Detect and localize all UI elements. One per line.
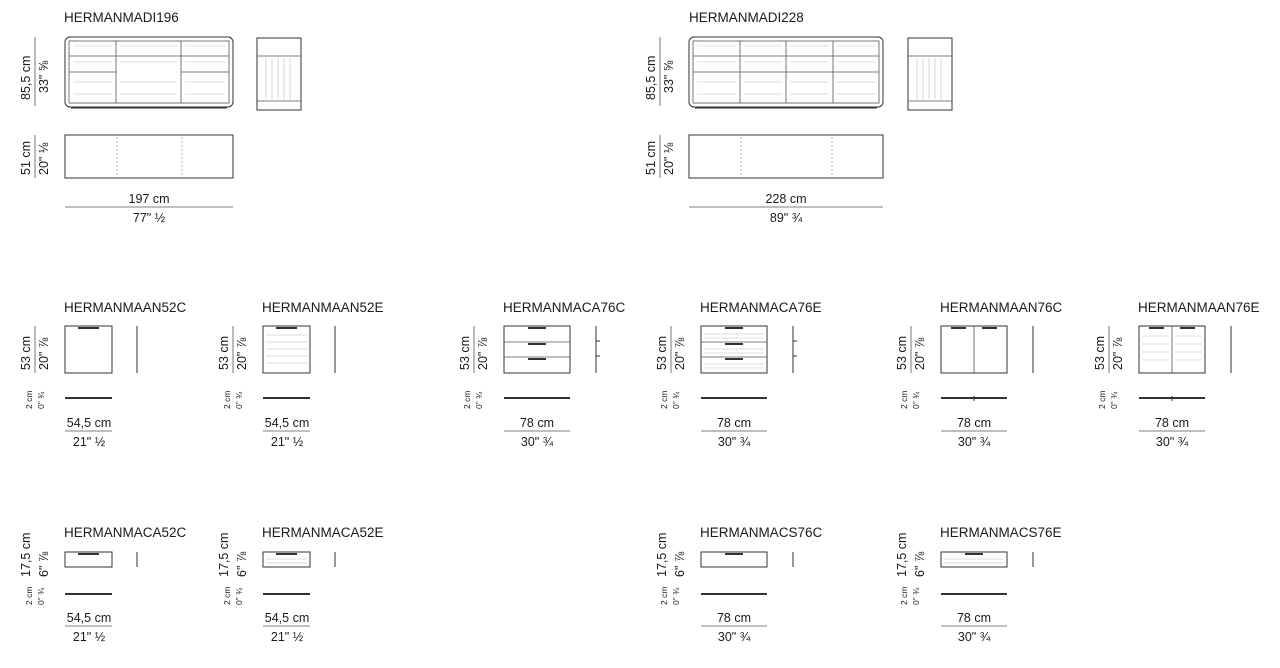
depth-in-label: 20" ⅛ [37,142,51,175]
height-cm-label: 17,5 cm [655,532,669,577]
module-an52c-group [19,300,187,449]
width-cm-label: 54,5 cm [264,611,310,625]
depth-in-label: 20" ⅛ [662,142,676,175]
door-front-view [263,326,310,373]
thickness-in-label: 0" ¾ [474,391,484,409]
width-cm-label: 78 cm [1154,416,1190,430]
module-cs76c-group [655,525,823,644]
height-cm-label: 17,5 cm [19,532,33,577]
product-code: HERMANMAAN52C [64,300,187,315]
height-in-label: 6" ⅞ [913,551,927,577]
product-code: HERMANMACA52C [64,525,187,540]
module-ca52c-group [19,525,187,644]
width-in-label: 89" ¾ [769,211,803,225]
module-an76c-group [895,300,1063,449]
module-ca76c-group [458,300,626,449]
drawers-side-view [596,326,600,373]
height-in-label: 6" ⅞ [673,551,687,577]
depth-cm-label: 51 cm [19,140,33,175]
front-view [65,37,233,108]
width-in-label: 30" ¾ [1155,435,1189,449]
width-cm-label: 78 cm [716,416,752,430]
width-cm-label: 228 cm [765,192,807,206]
drawers-side-view [793,326,797,373]
doors-front-view [941,326,1007,373]
height-cm-label: 53 cm [217,335,231,370]
side-view [257,38,301,110]
module-an52e-group [217,300,384,449]
width-in-label: 21" ½ [72,435,106,449]
height-in-label: 6" ⅞ [37,551,51,577]
width-in-label: 30" ¾ [520,435,554,449]
product-code: HERMANMAAN76C [940,300,1063,315]
width-in-label: 30" ¾ [957,630,991,644]
side-view [908,38,952,110]
thickness-cm-label: 2 cm [659,390,669,409]
height-in-label: 20" ⅞ [476,337,490,370]
product-code: HERMANMADI228 [689,10,804,25]
width-cm-label: 78 cm [956,416,992,430]
height-cm-label: 53 cm [1093,335,1107,370]
module-ca76e-group [655,300,822,449]
thickness-cm-label: 2 cm [222,390,232,409]
depth-cm-label: 51 cm [644,140,658,175]
thickness-in-label: 0" ¾ [911,587,921,605]
drawer-front-view [941,552,1007,567]
height-cm-label: 53 cm [895,335,909,370]
product-code: HERMANMADI196 [64,10,179,25]
doors-top-view [1139,396,1205,401]
top-view [689,135,883,178]
height-in-label: 33" ⅝ [37,60,51,93]
doors-front-view [1139,326,1205,373]
sideboard-196-group [19,10,301,225]
thickness-cm-label: 2 cm [24,390,34,409]
door-front-view [65,326,112,373]
product-code: HERMANMAAN52E [262,300,384,315]
height-in-label: 20" ⅞ [913,337,927,370]
thickness-in-label: 0" ¾ [911,391,921,409]
top-view [65,135,233,178]
height-cm-label: 85,5 cm [19,55,33,100]
thickness-in-label: 0" ¾ [234,391,244,409]
height-cm-label: 53 cm [458,335,472,370]
product-code: HERMANMACA76E [700,300,822,315]
width-in-label: 77" ½ [132,211,166,225]
height-cm-label: 53 cm [655,335,669,370]
front-view [689,37,883,108]
module-ca52e-group [217,525,384,644]
width-in-label: 21" ½ [72,630,106,644]
width-in-label: 30" ¾ [717,630,751,644]
thickness-in-label: 0" ¾ [671,391,681,409]
thickness-cm-label: 2 cm [899,390,909,409]
height-in-label: 6" ⅞ [235,551,249,577]
drawer-front-view [701,552,767,567]
width-cm-label: 54,5 cm [66,416,112,430]
module-cs76e-group [895,525,1062,644]
height-in-label: 20" ⅞ [673,337,687,370]
thickness-cm-label: 2 cm [1097,390,1107,409]
height-cm-label: 53 cm [19,335,33,370]
drawer-front-view [263,552,310,567]
width-in-label: 21" ½ [270,435,304,449]
thickness-cm-label: 2 cm [222,586,232,605]
drawers-front-view [701,326,767,373]
module-an76e-group [1093,300,1260,449]
width-cm-label: 78 cm [716,611,752,625]
height-cm-label: 17,5 cm [217,532,231,577]
height-cm-label: 85,5 cm [644,55,658,100]
drawers-front-view [504,326,570,373]
thickness-in-label: 0" ¾ [1109,391,1119,409]
height-cm-label: 17,5 cm [895,532,909,577]
height-in-label: 20" ⅞ [235,337,249,370]
thickness-in-label: 0" ¾ [36,391,46,409]
product-code: HERMANMACA52E [262,525,384,540]
thickness-cm-label: 2 cm [659,586,669,605]
sideboard-228-group [644,10,952,225]
height-in-label: 20" ⅞ [37,337,51,370]
width-cm-label: 197 cm [128,192,170,206]
thickness-in-label: 0" ¾ [234,587,244,605]
width-cm-label: 54,5 cm [66,611,112,625]
height-in-label: 20" ⅞ [1111,337,1125,370]
width-cm-label: 78 cm [519,416,555,430]
height-in-label: 33" ⅝ [662,60,676,93]
product-code: HERMANMACS76C [700,525,823,540]
width-in-label: 30" ¾ [717,435,751,449]
width-in-label: 30" ¾ [957,435,991,449]
thickness-cm-label: 2 cm [899,586,909,605]
thickness-cm-label: 2 cm [24,586,34,605]
product-code: HERMANMACA76C [503,300,626,315]
thickness-in-label: 0" ¾ [36,587,46,605]
thickness-cm-label: 2 cm [462,390,472,409]
product-code: HERMANMACS76E [940,525,1062,540]
thickness-in-label: 0" ¾ [671,587,681,605]
width-in-label: 21" ½ [270,630,304,644]
width-cm-label: 78 cm [956,611,992,625]
doors-top-view [941,396,1007,401]
width-cm-label: 54,5 cm [264,416,310,430]
drawer-front-view [65,552,112,567]
product-code: HERMANMAAN76E [1138,300,1260,315]
